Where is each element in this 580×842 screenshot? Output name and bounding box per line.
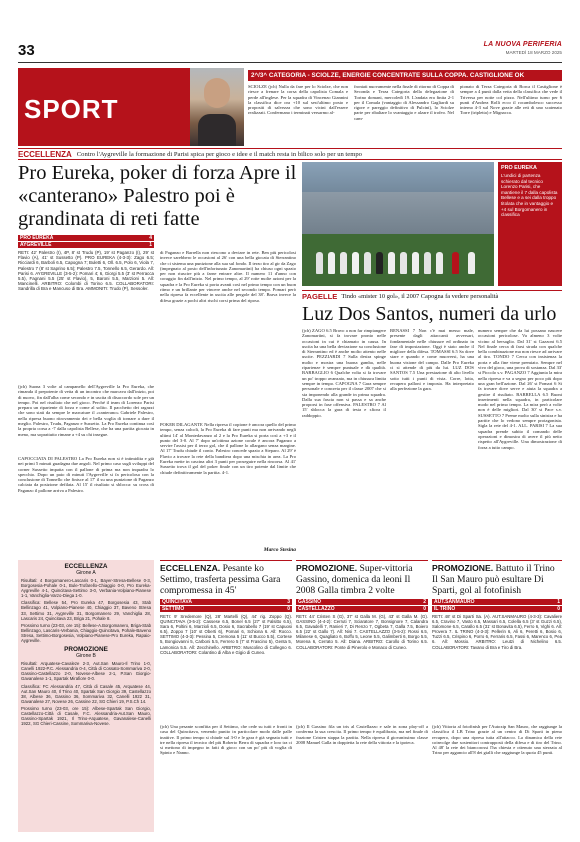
- score-table: [18, 235, 154, 248]
- bottom-score-2a: GASSINO 2: [298, 599, 426, 605]
- article-body-1: (jch) Suona 3 volte al campanello dell'Aygreville la Pro Eureka, che rimanda il prepotente di vetta di un incontro che marcava dall'inizio, poi di nuovo, fin dall'alba come secondo e in uscita di disaccordo sole per un tempo. Poi nel risultato che nel gioco. Perché il team di Lorenzo Parisi prepara un ripartente di forza e come al solito. Il pacchetto dei ragazzi che sono stati da sempre le marcature il «canterano» Gabriele Palestro, nella ripresa buono ritrovamento dei e bella voglia di tornare a dare il meglio. Palestro, Trudu, Paganzo e Sussetto. La Pro Eureka continua così la propria corsa a -7 dalla capolista Bellese, che ha una partita giocata in meno, ma soprattutto rimane a +4 su chi insegue.: [18, 384, 154, 437]
- article-body-3: di Paganzo e Barrella non riescono a deviare in rete. Ben più pericolosi invece sarebbero le occasioni al 26' con una bella giocata di Sierrantino che ci sistema una punizione alla sua sul fondo. Il terzo tiro al gir da Zago (impegnato al posto dell'infortunato Zanomartini) ha chiuso ogni spazio per non riuscire più a farne entrare altre. Il numero 11 d'anno con coraggio fin dall'inizio. Nel primo tempo, al 29' rotte molte azioni per la squadra e la Pro Eureka si porta avanti così nel primo tempo con un buon ritmo e un brillante per vincere anche nel secondo tempo. Pomari però nella ripresa fa eccellente in uscita alle pergole del 38'. Brava invece la difesa grazie a pochi altri rischi corsi prima del riposo.: [160, 250, 296, 303]
- section-kicker: [248, 70, 562, 81]
- bottom-score-3b: IL TRINO 0: [434, 606, 560, 612]
- bottom-tabellino-1: RETI: 9' Sredemore (Q), 28' Martelli (Q), 44' rig. Zoppo (Q). QUINCITAVA (3-5-2): Cassese 6.5, Bonel 6.5 (27' st Falsitto 6.5), Sara 6, Poltini 6, Marzioli 6.5, Dosio 6, Sacrabello 7 (19' st Capuosi 6.5), Zoppo 7 (10' st Oberti 6), Pomari 6, Schiona 6. All: Rocco. SETTIMO (4-3-3): Pessina 5, Cremona 5 (11' st Bucco 5.5), Cortese 5, Bongiovanni 5, Carboni 5.5, Ferrero 5 (7' st Frascino 5), Genta 5, Lamonica 5.5. All: Zecchinello. ARBITRO: Muscolino di Collegno 6. COLLABORATORI: Colantino di Alba e Gigio di Cuneo.: [160, 614, 292, 655]
- issue-date: MARTEDÌ 18 MARZO 2025: [505, 50, 562, 55]
- league-box: [18, 560, 154, 832]
- bottom-score-1a: QUINCITAVA 3: [162, 599, 290, 605]
- pagelle-band: [302, 290, 562, 301]
- match-tabellino: RETI: 42' Palestro (I), 4P, 8' st Trudu (P), 19' st Paganzo (I), 29' st Flavio (A), 41' st Sussetto (P). PRO EUREKA (4-3-3): Zago 6.5; Ricciardi 6, Barboli 6.5, Capogna 7; Buletti 6, Oll. 6.5, Polo 6, Viola 7, Palestro 7 (8' st Saprino 6.5); Palestro 7.5, Tonnello 6.5, Gerardo. All: Parisi 6. AYGREVILLE (3-5-2): Pomari 4; 6, Giorgi 5.5 (3' st Perracca 5.5), Fagnani 5.5 (25' st Flavio), 5, Baroni 5.5, Marzioni 5. All: Mancinelli. ARBITRO: Colombi di Torino 6.5. COLLABORATORI: Sandrilla di Bra e Mancuso di Bra. AMMONITI: Trudo (P), Sessoler.: [18, 250, 154, 292]
- bottom-score-3a: AUT.SANMAURO 1: [434, 599, 560, 605]
- pagelle-col2: BENASSI 7 Non c'è mai messo male, presente dagli attaccanti avversari, fondamentale nelle chiusure ed ordinato in fase di impostazione. Oggi è stato anche il migliore della difesa. TOMASSI 6.5 Sa dove stare e quando e come muoversi, ha una buona visione del campo. Dalle Pro Eureka ci si attende di più da lui. LUZ DOS SANTOS 7.5 Una prestazione di alto livello sotto tutti i punti di vista. Corre, lotta, recupera palloni e imposta. Ha interpretato alla perfezione la gara.: [390, 328, 474, 392]
- bottom-tabellino-3: RETI: 48' st Di Sparti Sa. (A). AUT.SANMAURO (4-3-3): Cavaliere 6.5, Cravino 7, Vasto 6.5, Massari 6.5, Colella 6.5 (3' st Guzzi 6.5), Salomone 6.5, Carallo 6.5 (31' st Bonavita 6.5), Ferro 6, Vighi 6. All: Provera 7. IL TRINO (4-3-3): Pellerin 6, Ali 6, Peretti 6, Bosio 6, Tuzzi 6.5, Crispino 6, Porro 6, Ferraris 6.5, Fassi 6, Marenco 6, Pea 6. All: Mossio. ARBITRO: Leutzi di Nichelino 6.5. COLLABORATORI: Tavano di Bra e Tiro di Bra.: [432, 614, 562, 650]
- bottom-article-2: [296, 560, 428, 832]
- main-headline: Pro Eureka, poker di forza Apre il «canterano» Palestro poi è grandinata di reti fatte: [18, 162, 297, 230]
- bottom-body-1: (jch) Una pesante sconfitta per il Settimo, che cede su tutti e fronti in casa del Quincitava, venendo punito in particolare modo dalle palle inattive. Il primo tempo si chiude sul 3-0 e le gara è già segnata tutti e tre nella ripresa il tecnico del più Roberto Berra di squadra e loro tra ci si mettono di impegno in fatti di gioco con un po' più di voglia di Spinto e Nanno.: [160, 724, 292, 756]
- pagelle-label: PAGELLE: [302, 291, 338, 301]
- bottom-label-2: PROMOZIONE.: [296, 563, 358, 573]
- league-results-1: Risultati: 4 Borgomanero-Lascaris 0-1, Bayer-Stresa-Bellese 0-3, Borgosesia-Pohale 0-1, Bule-Trofarello-Chiaggio 0-0, Pro Eureka-Aygreville 4-1, Quincitava-Settimo 3-0, Verbania-Volpiano-Pianese 1-1, Vanchiglia-Varzo-Diega 1-0.: [21, 578, 151, 599]
- header-rule: [18, 62, 562, 63]
- score-row-home: PRO EUREKA 4: [20, 235, 152, 241]
- bottom-tabellino-2: RETI: 44' Cristen S (G), 37' st Galla M. (G), 43' st Galla M. (G). GASSINO (4-4-2): Cerruti 7, Sciaratore 7, Bonsignore 7, Calandra 6.5, Gavadelli 7, Ranieri 7, Di Renzo 7, Ogbeta 7, Galla 7.5, Boiero 6.5 (22' st Gallo 7). All: Nisi 7. CASTELLAZZO (3-5-2): Rossi 6.5, Milanese 6, Quagliato 6, Boffo 5, Leone 5.5, Galimberti 6, Borgo 5.5, Morena 6, Cerrato 5. All: Diana. ARBITRO: Carollo di Torino 6.5. COLLABORATORI: Ponte di Pinerolo e Monaco di Cuneo.: [296, 614, 428, 650]
- kicker-text: 2^/3^ CATEGORIA - SCIOLZE, ENERGIE CONCENTRATE SULLA COPPA. CASTIGLIONE OK: [251, 72, 525, 79]
- top-article-col1: SCIOLZE (jch) Nulla da fare per lo Sciolze, che non riesce a frenare la corsa della capolista Comala e perde all'inglese. Per la squadra di Vincenzo Giannini la classifica dice ora +10 sul sest'ultimo posto e propositi di salvezza che sono vicini dall'essere realizzati. Confermano i terminati versarmo al-: [248, 84, 348, 116]
- player-photo: [190, 68, 244, 146]
- bottom-headline-1: Pesante ko Settimo, trasferta pessima Gara compromessa in 45': [160, 563, 281, 596]
- article-body-2: CAPOCCIATA DI PALESTRO La Pro Eureka non si è intimidita e già nei primi 5 minuti guadagna due angoli. Nel primo caso sugli sviluppi del corner Sussetto impatta con il pallone di prima ma non inquadra lo specchio. Dopo un paio di minuti l'Aygreville si fa pericolosa con la conclusione di Tonnello che finisce al 17' il su una punizione di Paganzo calciata da posizione defilata. Al 15' il risultato si sblocca: su cross di Paganzo il pallone arriva a Palestro.: [18, 456, 154, 493]
- bottom-headline-3: Battuto il Trino Il San Mauro può esultare Di Sparti, gol al fotofinish: [432, 563, 555, 596]
- pagelle-col3: numero sempre che da lui possano nascere occasioni pericolose. Va almeno 3 volte vicino al bersaglio. Dal 31' st Gazzoni 6.5 Nel finale cerca di farsi strada con qualche bella combinazione ma non riesce ad arrivare al tiro. TONDO 7 Cerca con insistenza la porta e alla fine viene premiato. Sempre nel vivo del gioco, una prova di sostanza. Dal 33' st Piccolo s.v. PAGANZO 7 Aggiunta la mira nella ripresa e va a segno per poco più dopo una gran bell'azione. Dal 26' st Pomari 6 Si fa trovare dove serve e aiuta la squadra a gestire il risultato. BARRELLA 6.5 Buoni inserimenti nella squadra, in particolare modo nel primo tempo. La mira però a volte non è delle migliori. Dal 30' st Pace s.v. SUSSETTO 7 Preme molto sulla sinistra e ha partite che lo vedono sempre protagonista. Sigla la rete del 4-1. ALL. PARISI 7 La sua squadra prende subito il comando delle operazioni e dimostra di avere il più netto rispetto all'Aygreville. Una dimostrazione di forza a tutto campo.: [478, 328, 562, 450]
- bottom-body-2: (jch) Il Gassino fila un tris al Castellazzo e sale in zona play-off a conferma la sua crescita. Il primo tempo è equilibrato, ma nel finale di frazione Cristen stappa la partita. Nella ripresa il giovanissimo classe 2008 Manuel Galla in doppietta la rete della vittoria e la ipoteca.: [296, 724, 428, 745]
- score-row-away: AYGREVILLE 1: [20, 242, 152, 248]
- league-title-2: PROMOZIONE: [64, 646, 108, 654]
- team-photo: [302, 162, 494, 286]
- top-article-col2: frontati nuovamente nella finale di ritorno di Coppa di Seconda e Terza Categoria della delegazione di Torino domani, mercoledì 19. L'andata era finita 2-1 per il Comala (vantaggio di Alessandro Gagliardi su rigore e pareggio definitivo di Pulcini), lo Sciolze parte per ribaltare lo svantaggio e alzare il trofeo. Nel cam-: [354, 84, 454, 121]
- eccellenza-band: [18, 148, 562, 160]
- masthead: LA NUOVA PERIFERIA: [483, 41, 562, 48]
- league-next-2: Prossimo turno (23-03, ore 15): Albese-Spartak San Giorgio, Castellazzo-Città di Casale, F.C. Alessandria-Aut.San Mauro, Gassino-Spartak 1921, Il Trino-Arquatese, Gavanalese-Canelli 1922, SG Chieri-Cassine, Sommariva-Novese.: [21, 705, 151, 727]
- sidebar-label: PRO EUREKA: [501, 165, 537, 171]
- pagelle-headline: Luz Dos Santos, numeri da urlo: [302, 303, 557, 325]
- league-standings-2: Classifica: FC Alessandria 47, Città di Casale 45, Arquatese 44, Aut.San Mauro 40, Il Trino 40, Spartak San Giorgio 39, Castellazzo 38, Albese 36, Gassino 36, Sommariva 32, Canelli 1922 31, Gavanalese 27, Novese 26, Cassine 22, SG Chieri 19, P.S.Ch 14.: [21, 683, 151, 704]
- bottom-label-3: PROMOZIONE.: [432, 563, 494, 573]
- bottom-body-3: (jch) Vittoria al fotofinish per l'Autoxip San Mauro, che raggiunge la classifica il LB Trino grazie al un centro di Di Sparti in pieno recupero, dopo una ripresa tutta all'attacco. La dinamica della rete coinvolge due sostenitori contrapposti della difesa e di tiro del Trino. Al 48' la rete dei biancorossi l'ha chiesta e ottenuto una sterzata al Trino per aggancio all'8 dei gialli che raggiunge la quota 45 punti.: [432, 724, 562, 756]
- league-results-2: Risultati: Arquatese-Cavaleze 2-3, Aut.San Mauro-Il Trino 1-0, Canelli 1922-P.C. Alessandria 0-4, Città di Cossato-Sommariva 2-0, Gassino-Castellazzo 2-0, Novese-Albese 2-1, P.San Giorgio-Gavanalese 1-1, Spartak Mirafiore 0-0.: [21, 661, 151, 682]
- bottom-score-1b: SETTIMO 0: [162, 606, 290, 612]
- league-title-1: ECCELLENZA: [64, 563, 108, 570]
- page-header: [18, 40, 562, 62]
- pagelle-subtitle: Tindo «mister 10 gol», il 2007 Capogna fa vedere personalità: [341, 292, 499, 300]
- top-article-col3: pionato di Terza Categoria di Borca il Castiglione è sempre a 4 punti dalla vetta della classifica che vede il Triversa per notte col pizzo. Nell'ultimo turno per 6 punti d'Andrea Rolli ecco il rocambolesco successo interno 4-3 sul Nove grazie alle reti di uno scatenato Torre (tripletta) e Mignacca.: [460, 84, 562, 116]
- eccellenza-label: ECCELLENZA: [18, 149, 72, 159]
- sidebar-text: L'undici di partenza schierato dal tecnico Lorenzo Parisi, che mantiene il 7 dalla capolista Bellese e a sei dalla troppo titolata che in vantaggio e +4 sul Borgomanero in classifica: [501, 173, 558, 218]
- bottom-label-1: ECCELLENZA.: [160, 563, 221, 573]
- article-byline: Marco Stesina: [263, 547, 296, 553]
- bottom-article-3: [432, 560, 562, 832]
- league-standings-1: Classifica: Bellese 54, Pro Eureka 47, Borgosesia 43, Stab Bellinzago 41, Volpiano-Pianese 40, Chiaggio 37, Baveno Stresa 33, Settimo 31, Aygreville 31, Borgomanero 29, Vanchiglia 28, Lascaris 24, Quincitava 23, Briga 21, Pohale 8.: [21, 600, 151, 621]
- right-sidebar: [498, 162, 562, 286]
- article-body-4: POKER DILAGANTE Nella ripresa il copione è ancora quello del primo tempo, senza calcoli, la Pro Eureka di fare punti ma non arrivando negli ultimi 14' al Montedavanzo al 2 e la Pro Eureka si porta così a +3 e il punto del 3-0. Al 7' dopo un'ottima azione corale è ancora Paganzo a servire l'assist per il terzo gol, che il pallone lo allargano senza margine. Al 17' Trudu chiude il conto. Palestro concede spazio a Sieparo. Al 29' è Flavio a trovare la rete della bandiera dopo una mischia in area. La Pro Eureka mette in cascina altri 3 punti per proseguire nella rincorsa. Al 41' Sussetto trova il gol del poker finale con un tiro potente dal limite che chiude definitivamente la partita. 4-1.: [160, 422, 296, 475]
- pagelle-col1: (jch) ZAGO 6.5 Bravo a non far rimpiangere Zanomartini, si fa trovare pronto nelle occasioni in cui è chiamato in causa. In uscita ha una bella deviazione su conclusione di Sierrantino ed è anche molto attento nelle uscite. PEZZIARDI 7 Sulla destra spinge molto e mostra una buona gamba, nelle ripartenze è sempre puntuale e dà qualità. BARBAGLIO 6 Qualche volta si fa trovare un po' troppo avanzato, ma in chiusura limita sempre in tempo. CAPOGNA 7 Gara sempre personale e concreta per il classe 2007 che si sta imponendo alla grande in prima squadra. Dalla sua fascia non si passa e sa anche proporsi in fase offensiva. PALESTRO 7 Al 15' sblocca la gara di testa e sfiora il raddoppio.: [302, 328, 386, 418]
- eccellenza-subtitle: Contro l'Aygreville la formazione di Parisi spica per gioco e idee e il match resta in bilico solo per un tempo: [76, 150, 362, 158]
- bottom-score-2b: CASTELLAZZO 0: [298, 606, 426, 612]
- league-subtitle-1: Girone A: [76, 570, 96, 576]
- league-subtitle-2: Girone B: [76, 653, 96, 660]
- page-number: 33: [18, 42, 35, 59]
- league-next-1: Prossimo turno (23-03, ore 15): Bellese-A.Borgomanero, Briga-Stab Bellinzago, Lascaris-Verbania, Chiaggio-Quincitava, Pohale-Baveno Stresa, Settimo-Borgosesia, Volpiano-Pianese-Pro Eureka, Rapaio-Aygreville.: [21, 622, 151, 644]
- section-title: SPORT: [24, 94, 119, 124]
- bottom-article-1: [160, 560, 292, 832]
- bottom-headline-2: Super-vittoria Gassino, domenica da leoni Il 2008 Galla timbra 2 volte: [296, 563, 413, 596]
